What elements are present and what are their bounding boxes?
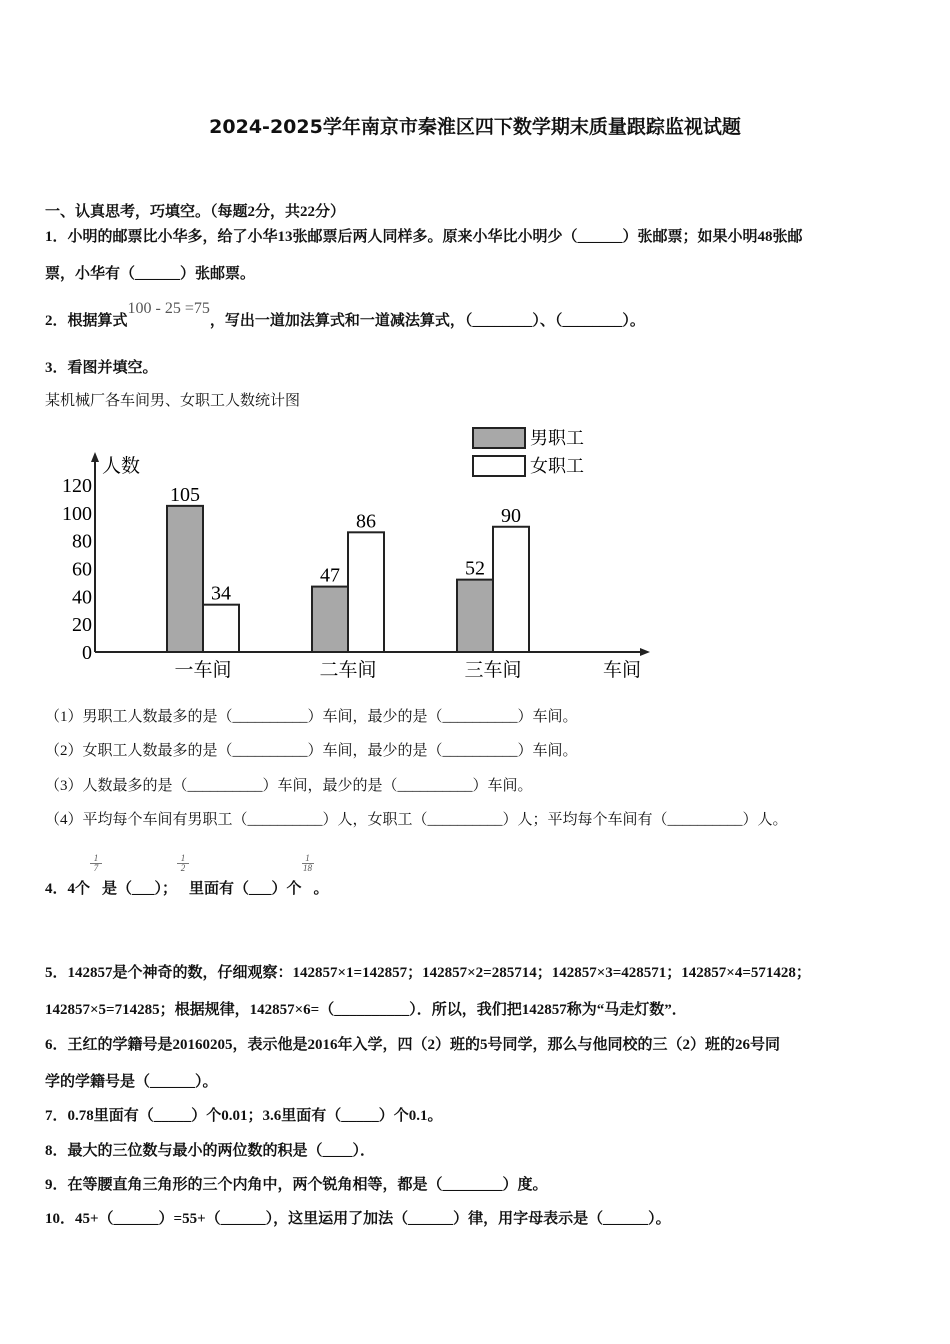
data-label: 105 xyxy=(170,483,200,506)
q2-suffix: ，写出一道加法算式和一道减法算式，（________）、（________）。 xyxy=(209,313,645,329)
q2-formula: 100 - 25 =75 xyxy=(127,300,210,317)
bar-female xyxy=(203,605,239,652)
q2-prefix: 2．根据算式 xyxy=(45,313,128,329)
q3-sub-1: （1）男职工人数最多的是（__________）车间，最少的是（__________）车间。 xyxy=(45,709,578,725)
bar-chart xyxy=(0,410,950,710)
y-tick-label: 120 xyxy=(62,475,92,497)
y-axis-arrow xyxy=(91,452,99,462)
x-axis-arrow xyxy=(640,648,650,656)
question-3: 3．看图并填空。 xyxy=(45,360,158,376)
y-tick-label: 40 xyxy=(72,586,92,609)
data-label: 34 xyxy=(211,582,231,605)
question-6-line-2: 学的学籍号是（______）。 xyxy=(45,1074,218,1090)
y-tick-label: 60 xyxy=(72,558,92,581)
denominator: 2 xyxy=(180,863,186,873)
question-4 xyxy=(45,853,329,899)
legend-swatch xyxy=(473,456,525,476)
x-tick-label: 二车间 xyxy=(319,660,377,681)
bar-male xyxy=(167,506,203,652)
numerator: 1 xyxy=(90,854,102,864)
q3-sub-4: （4）平均每个车间有男职工（__________）人，女职工（__________）人；平均每个车间有（__________）人。 xyxy=(45,812,788,828)
q3-sub-3: （3）人数最多的是（__________）车间，最少的是（__________）车间。 xyxy=(45,778,533,794)
numerator: 1 xyxy=(177,854,189,864)
question-5-line-2: 142857×5=714285；根据规律，142857×6=（__________）．所以，我们把142857称为“马走灯数”． xyxy=(45,1002,687,1018)
question-2 xyxy=(45,300,645,331)
chart-caption: 某机械厂各车间男、女职工人数统计图 xyxy=(45,393,301,409)
legend-swatch xyxy=(473,428,525,448)
q4-text-b: 是（___）； xyxy=(102,881,178,897)
q4-text-c: 里面有（___）个 xyxy=(189,881,302,897)
fraction-1-18 xyxy=(302,854,314,873)
x-tick-label: 一车间 xyxy=(174,660,232,681)
question-8: 8．最大的三位数与最小的两位数的积是（____）． xyxy=(45,1143,376,1159)
question-1-line-1: 1．小明的邮票比小华多，给了小华13张邮票后两人同样多。原来小华比小明少（______）张邮票；如果小明48张邮 xyxy=(45,229,803,245)
data-label: 90 xyxy=(501,504,521,527)
y-tick-label: 0 xyxy=(82,642,92,664)
question-9: 9．在等腰直角三角形的三个内角中，两个锐角相等，都是（________）度。 xyxy=(45,1177,548,1193)
data-label: 52 xyxy=(465,557,485,580)
bar-male xyxy=(457,580,493,652)
question-6-line-1: 6．王红的学籍号是20160205，表示他是2016年入学，四（2）班的5号同学，那么与他同校的三（2）班的26号同 xyxy=(45,1037,781,1053)
x-axis-label: 车间 xyxy=(603,660,642,681)
y-tick-label: 20 xyxy=(72,614,92,637)
question-10: 10．45+（______）=55+（______），这里运用了加法（______）律，用字母表示是（______）。 xyxy=(45,1211,671,1227)
section-heading: 一、认真思考，巧填空。（每题2分，共22分） xyxy=(45,204,346,220)
q4-text-d: 。 xyxy=(313,881,329,897)
fraction-1-2 xyxy=(177,854,189,873)
legend-label: 女职工 xyxy=(530,456,584,476)
bar-male xyxy=(312,587,348,652)
x-tick-label: 三车间 xyxy=(464,660,522,681)
y-tick-label: 100 xyxy=(62,502,92,525)
data-label: 47 xyxy=(320,564,340,587)
question-5-line-1: 5．142857是个神奇的数，仔细观察：142857×1=142857；142857×2=285714；142857×3=428571；142857×4=571428； xyxy=(45,965,811,981)
denominator: 7 xyxy=(93,863,99,873)
question-7: 7．0.78里面有（_____）个0.01；3.6里面有（_____）个0.1。 xyxy=(45,1108,443,1124)
bar-female xyxy=(348,532,384,652)
q3-sub-2: （2）女职工人数最多的是（__________）车间，最少的是（__________）车间。 xyxy=(45,743,578,759)
fraction-1-7 xyxy=(90,854,102,873)
page-title: 2024-2025学年南京市秦淮区四下数学期末质量跟踪监视试题 xyxy=(209,116,741,138)
data-label: 86 xyxy=(356,510,376,533)
numerator: 1 xyxy=(302,854,314,864)
y-tick-label: 80 xyxy=(72,530,92,553)
q4-text-a: 4．4个 xyxy=(45,881,91,897)
denominator: 18 xyxy=(303,863,313,873)
legend-label: 男职工 xyxy=(530,428,584,448)
y-axis-label: 人数 xyxy=(102,456,141,477)
question-1-line-2: 票，小华有（______）张邮票。 xyxy=(45,266,256,282)
bar-female xyxy=(493,527,529,652)
